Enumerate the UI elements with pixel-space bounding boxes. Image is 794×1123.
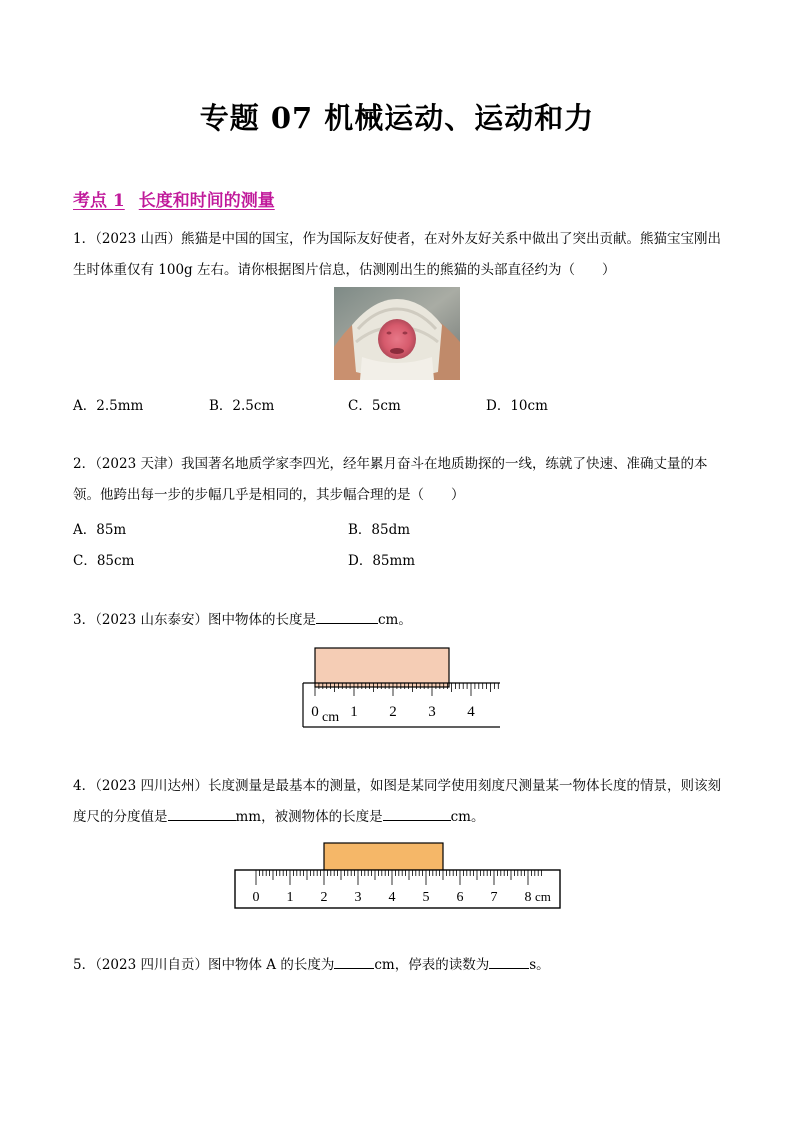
q2-option-c: C．85cm [73, 553, 135, 569]
ruler-label: 3 [428, 704, 436, 720]
question-3-text [73, 605, 723, 636]
ruler-label: 7 [490, 890, 498, 905]
q1-option-c: C．5cm [348, 398, 401, 414]
ruler-label: 3 [354, 890, 362, 905]
ruler-label: 4 [467, 704, 475, 720]
ruler-label: 0 [252, 890, 260, 905]
section-name: 长度和时间的测量 [138, 191, 275, 211]
measured-block [324, 843, 443, 871]
question-1-text: 1．（2023 山西）熊猫是中国的国宝，作为国际友好使者，在对外友好关系中做出了突出贡献。熊猫宝宝刚出生时体重仅有 100g 左右。请你根据图片信息，估测刚出生的熊猫的头部直径约为（ ） [73, 231, 721, 278]
answer-blank[interactable] [489, 954, 529, 969]
ruler-label: 5 [422, 890, 430, 905]
answer-blank[interactable] [334, 954, 374, 969]
ruler-label: 1 [350, 704, 358, 720]
question-5-text [73, 950, 723, 981]
q2-option-a: A．85m [73, 522, 127, 538]
ruler-figure-2 [233, 840, 563, 912]
ruler-labels [311, 704, 475, 725]
answer-blank[interactable] [383, 806, 451, 821]
newborn-panda-photo [334, 287, 460, 380]
ruler-label: 8 [524, 890, 532, 905]
ruler-figure-1 [300, 645, 502, 730]
section-label: 考点 1 [73, 191, 125, 211]
question-2-text: 2．（2023 天津）我国著名地质学家李四光，经年累月奋斗在地质勘探的一线，练就了快速、准确丈量的本领。他跨出每一步的步幅几乎是相同的，其步幅合理的是（ ） [73, 456, 708, 503]
q4-prefix: 4．（2023 四川达州）长度测量是最基本的测量，如图是某同学使用刻度尺测量某一物体长度的情景，则该刻度尺的分度值是 [73, 778, 721, 825]
ruler-label: 0 [311, 704, 319, 720]
ruler-label: 4 [388, 890, 396, 905]
measured-block [315, 648, 449, 687]
answer-blank[interactable] [316, 609, 378, 624]
q3-suffix: cm。 [378, 612, 412, 628]
q2-option-b: B．85dm [348, 522, 411, 538]
q5-suffix: s。 [529, 957, 550, 973]
ruler-unit: cm [535, 889, 551, 904]
q4-suffix: cm。 [450, 809, 485, 825]
q1-option-b: B．2.5cm [209, 398, 275, 414]
ruler-unit: cm [322, 710, 340, 725]
q1-option-a: A．2.5mm [73, 398, 144, 414]
q4-mid: mm，被测物体的长度是 [235, 809, 383, 825]
q5-mid: cm，停表的读数为 [374, 957, 490, 973]
answer-blank[interactable] [168, 806, 236, 821]
question-4-text [73, 771, 723, 833]
ruler-label: 1 [286, 890, 294, 905]
ruler-label: 2 [389, 704, 397, 720]
section-heading [73, 186, 275, 211]
ruler-label: 6 [456, 890, 464, 905]
ruler-label: 2 [320, 890, 328, 905]
page-title: 专题 07 机械运动、运动和力 [199, 101, 595, 135]
q2-option-d: D．85mm [348, 553, 416, 569]
q3-prefix: 3．（2023 山东泰安）图中物体的长度是 [73, 612, 316, 628]
q5-prefix: 5．（2023 四川自贡）图中物体 A 的长度为 [73, 957, 335, 973]
q1-option-d: D．10cm [486, 398, 548, 414]
